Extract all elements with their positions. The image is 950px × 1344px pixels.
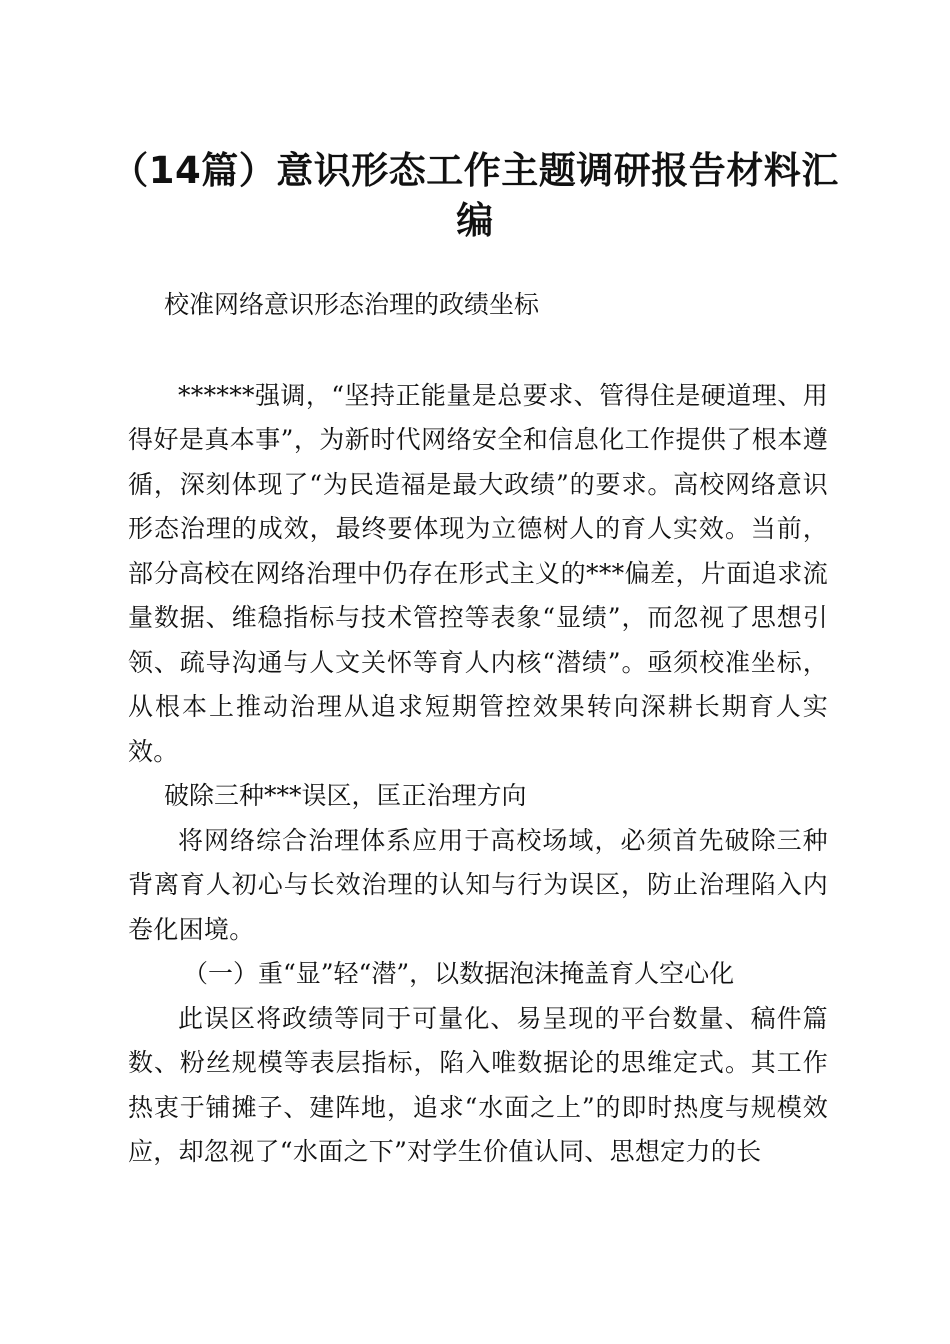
document-subtitle: 校准网络意识形态治理的政绩坐标 bbox=[164, 290, 540, 319]
document-title: （14篇）意识形态工作主题调研报告材料汇编 bbox=[111, 149, 839, 242]
subsection-heading: （一）重“显”轻“潜”，以数据泡沫掩盖育人空心化 bbox=[183, 959, 735, 988]
paragraph-intro: ******强调，“坚持正能量是总要求、管得住是硬道理、用得好是真本事”，为新时代网络安全和信息化工作提供了根本遵循，深刻体现了“为民造福是最大政绩”的要求。高校网络意识形态治理的成效，最终要体现为立德树人的育人实效。当前，部分高校在网络治理中仍存在形式主义的***偏差，片面追求流量数据、维稳指标与技术管控等表象“显绩”，而忽视了思想引领、疏导沟通与人文关怀等育人内核“潜绩”。亟须校准坐标，从根本上推动治理从追求短期管控效果转向深耕长期育人实效。 bbox=[128, 380, 828, 766]
document-body bbox=[128, 283, 828, 1175]
section-heading: 破除三种***误区，匡正治理方向 bbox=[164, 781, 527, 810]
blank-line bbox=[128, 328, 828, 374]
paragraph-section: 将网络综合治理体系应用于高校场域，必须首先破除三种背离育人初心与长效治理的认知与行为误区，防止治理陷入内卷化困境。 bbox=[128, 825, 828, 944]
paragraph-subsection: 此误区将政绩等同于可量化、易呈现的平台数量、稿件篇数、粉丝规模等表层指标，陷入唯数据论的思维定式。其工作热衷于铺摊子、建阵地，追求“水面之上”的即时热度与规模效应，却忽视了“水面之下”对学生价值认同、思想定力的长 bbox=[128, 1003, 828, 1166]
